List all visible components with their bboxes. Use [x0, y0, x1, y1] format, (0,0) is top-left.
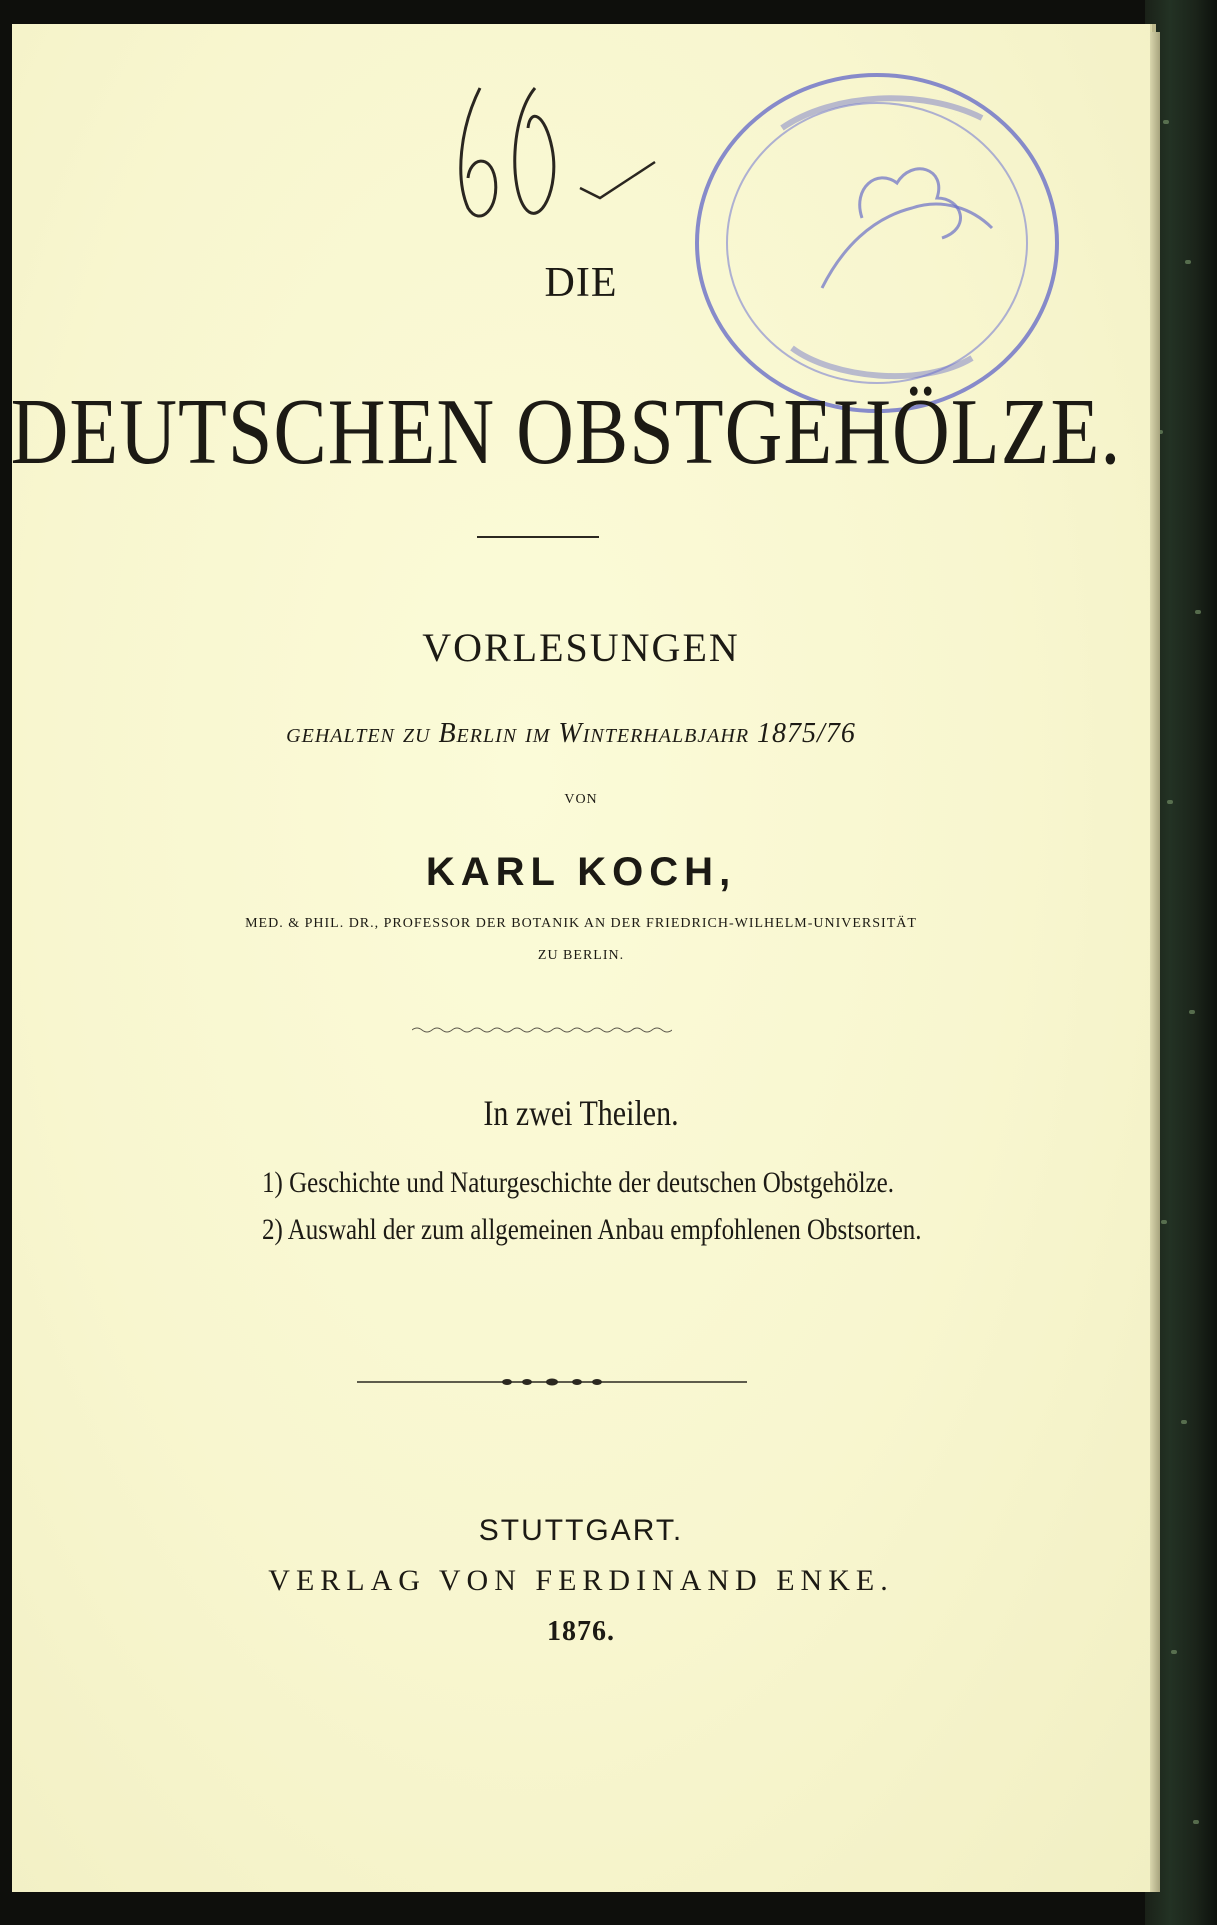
author-name: KARL KOCH, [425, 850, 737, 894]
title-article: DIE [544, 260, 618, 306]
by-line: VON [564, 792, 598, 807]
author-credentials: MED. & PHIL. DR., PROFESSOR DER BOTANIK AN DER FRIEDRICH-WILHELM-UNIVERSITÄT [245, 916, 917, 931]
title-rule [477, 536, 599, 538]
publication-year: 1876. [547, 1616, 615, 1647]
handwritten-shelfmark [440, 58, 680, 238]
title-page [12, 24, 1150, 1892]
publisher: VERLAG VON FERDINAND ENKE. [268, 1564, 894, 1597]
parts-heading: In zwei Theilen. [483, 1094, 679, 1134]
part-item-2: 2) Auswahl der zum allgemeinen Anbau empfohlenen Obstsorten. [262, 1214, 922, 1246]
author-credentials-city: ZU BERLIN. [537, 948, 625, 963]
occasion-line: gehalten zu Berlin im Winterhalbjahr 1875/76 [286, 718, 856, 749]
wavy-divider [412, 1024, 672, 1036]
ornamental-rule [357, 1376, 747, 1388]
main-title: DEUTSCHEN OBSTGEHÖLZE. [10, 380, 1122, 485]
page-edge [1150, 32, 1160, 1892]
publication-place: STUTTGART. [478, 1514, 684, 1547]
subtitle: VORLESUNGEN [422, 625, 740, 670]
part-item-1: 1) Geschichte und Naturgeschichte der deutschen Obstgehölze. [262, 1167, 894, 1199]
